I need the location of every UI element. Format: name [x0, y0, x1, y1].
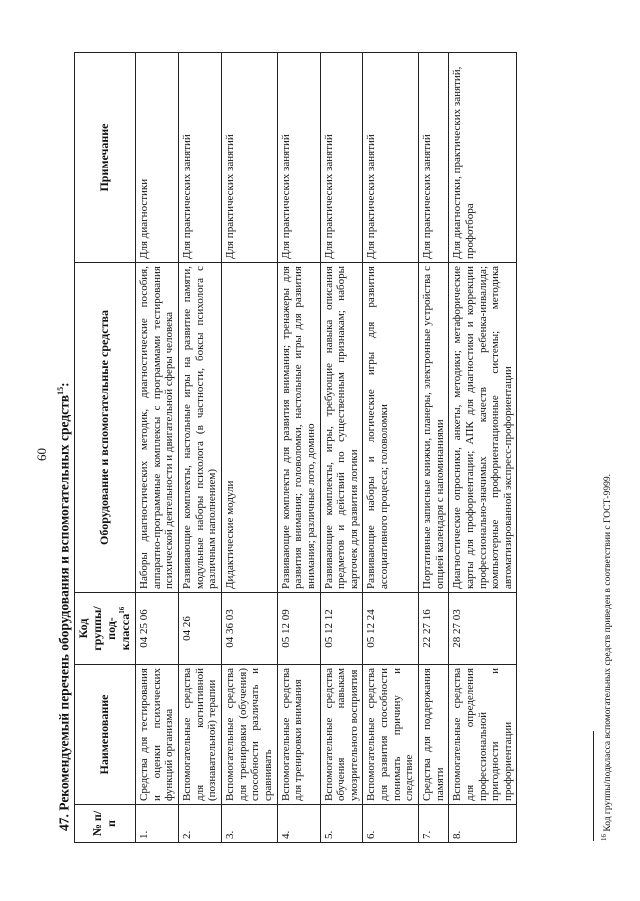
row-note: Для диагностики [136, 53, 179, 263]
footnote-mark: 16 [600, 834, 608, 841]
row-name: Средства для тестирования и оценки психических функций организма [136, 665, 179, 805]
row-name: Вспомогательные средства обучения навыкам умозрительного восприятия [320, 665, 363, 805]
table-row [179, 53, 222, 843]
row-number: 2. [179, 805, 222, 843]
row-code: 05 12 12 [320, 593, 363, 665]
row-name: Вспомогательные средства для тренировки внимания [277, 665, 320, 805]
row-number: 3. [222, 805, 278, 843]
header-code [75, 593, 136, 665]
row-equipment: Развивающие комплекты для развития внимания; тренажеры для развития внимания; головоломки, настольные игры для развития внимания; различные лото, домино [277, 263, 320, 593]
row-number: 6. [363, 805, 419, 843]
row-note: Для практических занятий [419, 53, 449, 263]
row-code: 05 12 24 [363, 593, 419, 665]
row-number: 8. [449, 805, 517, 843]
row-code: 04 26 [179, 593, 222, 665]
heading-footnote-mark: 15 [56, 386, 65, 395]
table-row [449, 53, 517, 843]
row-equipment: Развивающие комплекты, игры, требующие навыка описания предметов и действий по существенным признакам; наборы карточек для развития логики [320, 263, 363, 593]
row-note: Для практических занятий [363, 53, 419, 263]
footnote [600, 474, 613, 841]
row-code: 22 27 16 [419, 593, 449, 665]
row-name: Вспомогательные средства для тренировки (обучения) способности различать и сравнивать [222, 665, 278, 805]
header-name: Наименование [75, 665, 136, 805]
table-row [363, 53, 419, 843]
heading-tail: : [56, 382, 72, 387]
row-equipment: Портативные записные книжки, планеры, электронные устройства с опцией календаря с напоминаниями [419, 263, 449, 593]
footnote-divider [593, 731, 594, 841]
equipment-table [74, 52, 517, 843]
table-row [419, 53, 449, 843]
row-note: Для практических занятий [222, 53, 278, 263]
row-equipment: Дидактические модули [222, 263, 278, 593]
row-name: Вспомогательные средства для развития способности понимать причину и следствие [363, 665, 419, 805]
row-name: Вспомогательные средства для определения профессиональной пригодности и профориентации [449, 665, 517, 805]
table-row [222, 53, 278, 843]
header-code-mark: 16 [118, 606, 127, 614]
row-number: 7. [419, 805, 449, 843]
heading-text: 47. Рекомендуемый перечень оборудования и вспомогательных средств [56, 394, 72, 831]
table-row [320, 53, 363, 843]
row-note: Для диагностики, практических занятий, профотбора [449, 53, 517, 263]
table-header-row [75, 53, 136, 843]
table-row [136, 53, 179, 843]
row-name: Вспомогательные средства для когнитивной (познавательной) терапии [179, 665, 222, 805]
row-equipment: Диагностические опросники, анкеты, методики; метафорические карты для профориентации; АПК для диагностики и коррекции профессионально-значимых качеств ребенка-инвалида; компьютерные профориентационные системы; методика автоматизированной экспресс-профориентации [449, 263, 517, 593]
header-code-text: Код группы/под-класса [76, 606, 133, 651]
row-note: Для практических занятий [179, 53, 222, 263]
row-code: 05 12 09 [277, 593, 320, 665]
row-equipment: Развивающие комплекты, настольные игры на развитие памяти, модульные наборы психолога (в частности, боксы психолога с различным наполнением) [179, 263, 222, 593]
row-number: 4. [277, 805, 320, 843]
row-equipment: Наборы диагностических методик, диагностические пособия, аппаратно-программные комплексы с программами тестирования психической деятельности и двигательной сферы человека [136, 263, 179, 593]
footnote-text: Код группы/подкласса вспомогательных средств приведен в соответствии с ГОСТ-9999. [603, 474, 614, 832]
header-note: Примечание [75, 53, 136, 263]
row-number: 5. [320, 805, 363, 843]
row-code: 28 27 03 [449, 593, 517, 665]
row-number: 1. [136, 805, 179, 843]
header-num: № п/п [75, 805, 136, 843]
row-equipment: Развивающие наборы и логические игры для развития ассоциативного процесса; головоломки [363, 263, 419, 593]
section-heading [56, 382, 73, 831]
row-name: Средства для поддержания памяти [419, 665, 449, 805]
row-note: Для практических занятий [277, 53, 320, 263]
row-note: Для практических занятий [320, 53, 363, 263]
page-number: 60 [34, 448, 49, 461]
row-code: 04 25 06 [136, 593, 179, 665]
row-code: 04 36 03 [222, 593, 278, 665]
header-equipment: Оборудование и вспомогательные средства [75, 263, 136, 593]
table-row [277, 53, 320, 843]
